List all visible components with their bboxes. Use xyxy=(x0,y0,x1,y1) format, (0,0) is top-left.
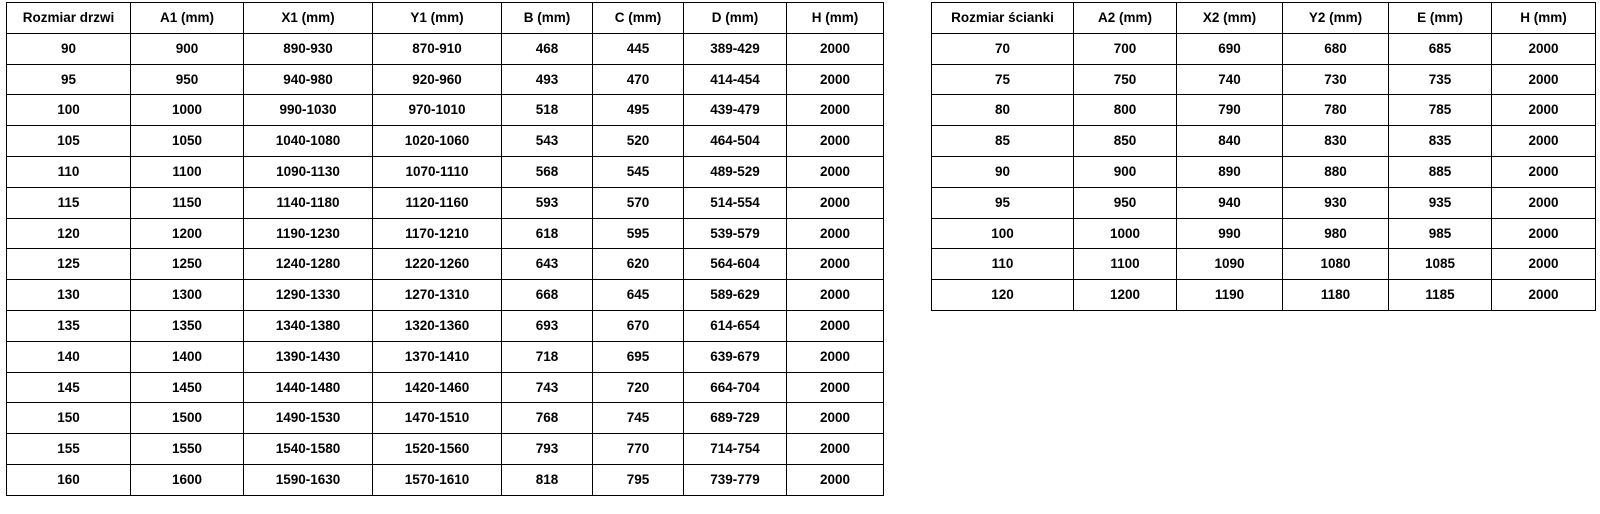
table-cell: 900 xyxy=(1074,156,1177,187)
table-cell: 2000 xyxy=(787,372,884,403)
table-cell: 2000 xyxy=(787,464,884,495)
wall-column-header: X2 (mm) xyxy=(1177,3,1283,34)
table-cell: 1000 xyxy=(1074,218,1177,249)
table-cell: 740 xyxy=(1177,64,1283,95)
table-cell: 1200 xyxy=(1074,280,1177,311)
table-cell: 1450 xyxy=(131,372,244,403)
table-cell: 685 xyxy=(1389,33,1492,64)
table-cell: 940-980 xyxy=(244,64,373,95)
table-cell: 1240-1280 xyxy=(244,249,373,280)
doors-column-header: A1 (mm) xyxy=(131,3,244,34)
table-cell: 935 xyxy=(1389,187,1492,218)
doors-column-header: B (mm) xyxy=(502,3,593,34)
table-cell: 880 xyxy=(1283,156,1389,187)
table-cell: 2000 xyxy=(787,218,884,249)
table-cell: 743 xyxy=(502,372,593,403)
table-cell: 2000 xyxy=(787,280,884,311)
wall-column-header: H (mm) xyxy=(1492,3,1596,34)
table-cell: 539-579 xyxy=(684,218,787,249)
table-cell: 1190 xyxy=(1177,280,1283,311)
table-cell: 1180 xyxy=(1283,280,1389,311)
table-row xyxy=(932,280,1596,311)
table-cell: 495 xyxy=(593,95,684,126)
table-cell: 970-1010 xyxy=(373,95,502,126)
table-row xyxy=(7,310,884,341)
table-cell: 130 xyxy=(7,280,131,311)
table-row xyxy=(7,187,884,218)
table-row xyxy=(7,372,884,403)
table-cell: 700 xyxy=(1074,33,1177,64)
table-cell: 890-930 xyxy=(244,33,373,64)
table-cell: 2000 xyxy=(1492,280,1596,311)
table-cell: 693 xyxy=(502,310,593,341)
table-cell: 120 xyxy=(932,280,1074,311)
table-cell: 1590-1630 xyxy=(244,464,373,495)
table-cell: 564-604 xyxy=(684,249,787,280)
table-cell: 885 xyxy=(1389,156,1492,187)
table-row xyxy=(932,218,1596,249)
doors-table-header xyxy=(7,3,884,34)
table-cell: 518 xyxy=(502,95,593,126)
table-cell: 768 xyxy=(502,403,593,434)
wall-column-header: Rozmiar ścianki xyxy=(932,3,1074,34)
table-cell: 870-910 xyxy=(373,33,502,64)
wall-panel-dimensions-table xyxy=(931,2,1596,311)
table-cell: 790 xyxy=(1177,95,1283,126)
table-cell: 1300 xyxy=(131,280,244,311)
table-cell: 464-504 xyxy=(684,126,787,157)
table-cell: 1340-1380 xyxy=(244,310,373,341)
table-cell: 695 xyxy=(593,341,684,372)
table-cell: 1140-1180 xyxy=(244,187,373,218)
table-cell: 1370-1410 xyxy=(373,341,502,372)
table-cell: 718 xyxy=(502,341,593,372)
doors-column-header: C (mm) xyxy=(593,3,684,34)
table-cell: 2000 xyxy=(787,64,884,95)
table-row xyxy=(7,64,884,95)
table-cell: 85 xyxy=(932,126,1074,157)
doors-column-header: X1 (mm) xyxy=(244,3,373,34)
table-cell: 115 xyxy=(7,187,131,218)
table-cell: 980 xyxy=(1283,218,1389,249)
table-cell: 680 xyxy=(1283,33,1389,64)
doors-dimensions-table xyxy=(6,2,884,496)
table-row xyxy=(7,249,884,280)
table-cell: 1350 xyxy=(131,310,244,341)
table-header-row xyxy=(7,3,884,34)
table-cell: 2000 xyxy=(787,33,884,64)
table-cell: 2000 xyxy=(787,249,884,280)
table-cell: 795 xyxy=(593,464,684,495)
doors-column-header: Y1 (mm) xyxy=(373,3,502,34)
table-row xyxy=(7,218,884,249)
table-cell: 545 xyxy=(593,156,684,187)
table-cell: 160 xyxy=(7,464,131,495)
table-cell: 1290-1330 xyxy=(244,280,373,311)
table-cell: 1150 xyxy=(131,187,244,218)
table-cell: 930 xyxy=(1283,187,1389,218)
table-cell: 1420-1460 xyxy=(373,372,502,403)
table-cell: 75 xyxy=(932,64,1074,95)
table-cell: 920-960 xyxy=(373,64,502,95)
table-row xyxy=(932,187,1596,218)
table-row xyxy=(7,341,884,372)
table-cell: 1520-1560 xyxy=(373,434,502,465)
table-cell: 2000 xyxy=(787,95,884,126)
table-cell: 468 xyxy=(502,33,593,64)
table-cell: 95 xyxy=(932,187,1074,218)
table-cell: 2000 xyxy=(787,187,884,218)
table-row xyxy=(7,464,884,495)
table-cell: 593 xyxy=(502,187,593,218)
table-cell: 1440-1480 xyxy=(244,372,373,403)
table-cell: 2000 xyxy=(1492,126,1596,157)
table-cell: 2000 xyxy=(787,126,884,157)
table-row xyxy=(932,126,1596,157)
table-cell: 793 xyxy=(502,434,593,465)
table-cell: 1220-1260 xyxy=(373,249,502,280)
table-cell: 689-729 xyxy=(684,403,787,434)
table-cell: 1540-1580 xyxy=(244,434,373,465)
table-cell: 1270-1310 xyxy=(373,280,502,311)
table-cell: 589-629 xyxy=(684,280,787,311)
table-cell: 618 xyxy=(502,218,593,249)
wall-table-header xyxy=(932,3,1596,34)
table-cell: 1600 xyxy=(131,464,244,495)
table-cell: 730 xyxy=(1283,64,1389,95)
table-cell: 1570-1610 xyxy=(373,464,502,495)
table-cell: 90 xyxy=(7,33,131,64)
table-cell: 95 xyxy=(7,64,131,95)
table-cell: 818 xyxy=(502,464,593,495)
table-cell: 840 xyxy=(1177,126,1283,157)
table-row xyxy=(932,33,1596,64)
table-cell: 1250 xyxy=(131,249,244,280)
table-cell: 664-704 xyxy=(684,372,787,403)
table-row xyxy=(7,126,884,157)
table-cell: 2000 xyxy=(787,434,884,465)
table-cell: 2000 xyxy=(1492,218,1596,249)
table-row xyxy=(932,249,1596,280)
wall-table-body xyxy=(932,33,1596,310)
table-cell: 389-429 xyxy=(684,33,787,64)
table-cell: 1090 xyxy=(1177,249,1283,280)
table-cell: 780 xyxy=(1283,95,1389,126)
table-cell: 543 xyxy=(502,126,593,157)
table-cell: 2000 xyxy=(1492,64,1596,95)
table-cell: 570 xyxy=(593,187,684,218)
table-cell: 745 xyxy=(593,403,684,434)
table-cell: 940 xyxy=(1177,187,1283,218)
table-cell: 120 xyxy=(7,218,131,249)
table-cell: 643 xyxy=(502,249,593,280)
table-row xyxy=(7,95,884,126)
doors-table-body xyxy=(7,33,884,495)
table-cell: 770 xyxy=(593,434,684,465)
table-cell: 800 xyxy=(1074,95,1177,126)
table-cell: 1500 xyxy=(131,403,244,434)
table-cell: 890 xyxy=(1177,156,1283,187)
table-cell: 520 xyxy=(593,126,684,157)
table-cell: 639-679 xyxy=(684,341,787,372)
table-cell: 155 xyxy=(7,434,131,465)
table-cell: 595 xyxy=(593,218,684,249)
table-cell: 110 xyxy=(932,249,1074,280)
table-cell: 470 xyxy=(593,64,684,95)
table-cell: 150 xyxy=(7,403,131,434)
table-cell: 1470-1510 xyxy=(373,403,502,434)
table-cell: 2000 xyxy=(787,341,884,372)
table-cell: 135 xyxy=(7,310,131,341)
table-cell: 830 xyxy=(1283,126,1389,157)
table-cell: 720 xyxy=(593,372,684,403)
table-cell: 990 xyxy=(1177,218,1283,249)
table-cell: 414-454 xyxy=(684,64,787,95)
table-cell: 1190-1230 xyxy=(244,218,373,249)
table-row xyxy=(7,33,884,64)
table-cell: 835 xyxy=(1389,126,1492,157)
table-row xyxy=(7,156,884,187)
table-cell: 690 xyxy=(1177,33,1283,64)
table-row xyxy=(932,156,1596,187)
table-header-row xyxy=(932,3,1596,34)
table-cell: 1020-1060 xyxy=(373,126,502,157)
table-cell: 1185 xyxy=(1389,280,1492,311)
table-cell: 1100 xyxy=(131,156,244,187)
table-cell: 1040-1080 xyxy=(244,126,373,157)
table-cell: 445 xyxy=(593,33,684,64)
table-row xyxy=(7,280,884,311)
table-cell: 2000 xyxy=(787,156,884,187)
table-cell: 514-554 xyxy=(684,187,787,218)
table-cell: 1090-1130 xyxy=(244,156,373,187)
table-cell: 100 xyxy=(932,218,1074,249)
table-cell: 1550 xyxy=(131,434,244,465)
table-cell: 668 xyxy=(502,280,593,311)
table-cell: 2000 xyxy=(787,310,884,341)
table-cell: 735 xyxy=(1389,64,1492,95)
table-cell: 493 xyxy=(502,64,593,95)
table-cell: 2000 xyxy=(1492,33,1596,64)
table-cell: 140 xyxy=(7,341,131,372)
table-cell: 739-779 xyxy=(684,464,787,495)
table-cell: 110 xyxy=(7,156,131,187)
table-cell: 1000 xyxy=(131,95,244,126)
table-row xyxy=(932,64,1596,95)
wall-column-header: E (mm) xyxy=(1389,3,1492,34)
table-cell: 1100 xyxy=(1074,249,1177,280)
table-cell: 1400 xyxy=(131,341,244,372)
table-cell: 950 xyxy=(131,64,244,95)
table-cell: 2000 xyxy=(1492,249,1596,280)
doors-column-header: D (mm) xyxy=(684,3,787,34)
table-cell: 1320-1360 xyxy=(373,310,502,341)
table-cell: 100 xyxy=(7,95,131,126)
table-cell: 985 xyxy=(1389,218,1492,249)
table-cell: 900 xyxy=(131,33,244,64)
table-cell: 1170-1210 xyxy=(373,218,502,249)
table-cell: 80 xyxy=(932,95,1074,126)
table-cell: 2000 xyxy=(1492,156,1596,187)
table-cell: 1080 xyxy=(1283,249,1389,280)
table-cell: 2000 xyxy=(1492,95,1596,126)
table-row xyxy=(932,95,1596,126)
table-cell: 1085 xyxy=(1389,249,1492,280)
wall-column-header: Y2 (mm) xyxy=(1283,3,1389,34)
table-cell: 645 xyxy=(593,280,684,311)
table-cell: 950 xyxy=(1074,187,1177,218)
table-cell: 620 xyxy=(593,249,684,280)
table-cell: 2000 xyxy=(1492,187,1596,218)
table-cell: 568 xyxy=(502,156,593,187)
table-cell: 1120-1160 xyxy=(373,187,502,218)
wall-column-header: A2 (mm) xyxy=(1074,3,1177,34)
table-cell: 614-654 xyxy=(684,310,787,341)
table-cell: 105 xyxy=(7,126,131,157)
table-cell: 1050 xyxy=(131,126,244,157)
table-cell: 990-1030 xyxy=(244,95,373,126)
table-cell: 2000 xyxy=(787,403,884,434)
table-cell: 1070-1110 xyxy=(373,156,502,187)
table-cell: 145 xyxy=(7,372,131,403)
table-cell: 125 xyxy=(7,249,131,280)
table-cell: 670 xyxy=(593,310,684,341)
table-row xyxy=(7,434,884,465)
doors-column-header: Rozmiar drzwi xyxy=(7,3,131,34)
table-cell: 439-479 xyxy=(684,95,787,126)
doors-column-header: H (mm) xyxy=(787,3,884,34)
table-cell: 714-754 xyxy=(684,434,787,465)
table-row xyxy=(7,403,884,434)
table-cell: 90 xyxy=(932,156,1074,187)
table-cell: 785 xyxy=(1389,95,1492,126)
table-cell: 1200 xyxy=(131,218,244,249)
table-cell: 489-529 xyxy=(684,156,787,187)
table-cell: 850 xyxy=(1074,126,1177,157)
table-cell: 1490-1530 xyxy=(244,403,373,434)
table-cell: 750 xyxy=(1074,64,1177,95)
table-cell: 70 xyxy=(932,33,1074,64)
table-cell: 1390-1430 xyxy=(244,341,373,372)
